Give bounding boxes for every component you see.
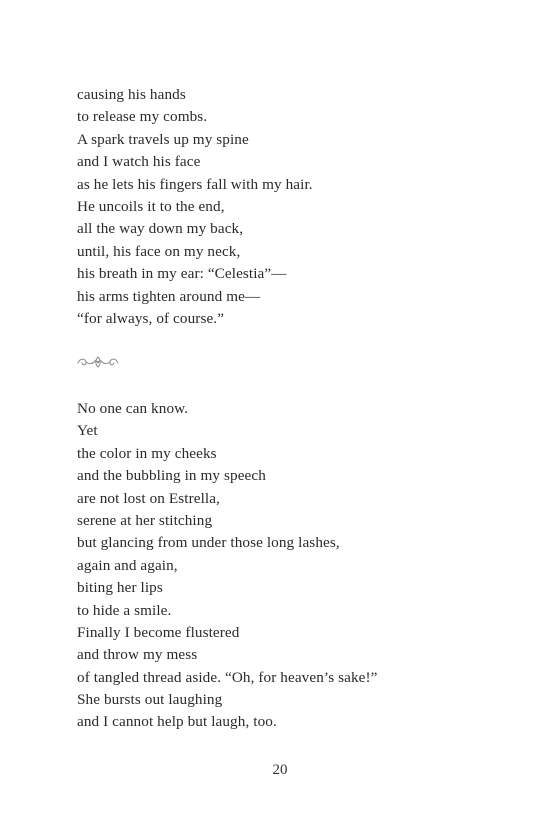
stanza-1 xyxy=(77,84,313,330)
poem-line: No one can know. xyxy=(77,400,189,417)
poem-line: again and again, xyxy=(77,556,178,574)
page-number: 20 xyxy=(272,762,288,778)
poem-line: but glancing from under those long lashes, xyxy=(77,534,340,552)
poem-line: until, his face on my neck, xyxy=(77,242,241,260)
poem-line: She bursts out laughing xyxy=(77,691,223,709)
poem-line: Yet xyxy=(77,422,98,440)
poem-line: and I cannot help but laugh, too. xyxy=(77,713,277,731)
poem-line: biting her lips xyxy=(77,579,163,597)
poem-line: and the bubbling in my speech xyxy=(77,467,266,485)
fleuron-icon xyxy=(76,354,120,370)
poem-line: his arms tighten around me— xyxy=(77,287,261,305)
poem-line: his breath in my ear: “Celestia”— xyxy=(77,265,287,283)
poem-line: of tangled thread aside. “Oh, for heaven’s sake!” xyxy=(77,668,378,686)
poem-line: causing his hands xyxy=(77,86,186,103)
poem-line: and I watch his face xyxy=(77,153,201,171)
poem-line: all the way down my back, xyxy=(77,220,244,238)
poem-line: “for always, of course.” xyxy=(77,309,225,327)
poem-line: the color in my cheeks xyxy=(77,444,217,462)
poem-line: Finally I become flustered xyxy=(77,623,240,641)
poem-line: are not lost on Estrella, xyxy=(77,489,220,507)
stanza-2 xyxy=(77,398,378,734)
poem-line: A spark travels up my spine xyxy=(77,130,249,148)
poem-line: to release my combs. xyxy=(77,108,208,126)
poem-line: serene at her stitching xyxy=(77,511,213,529)
poem-line: He uncoils it to the end, xyxy=(77,197,225,215)
poem-line: and throw my mess xyxy=(77,646,198,664)
poem-line: to hide a smile. xyxy=(77,601,172,619)
poem-line: as he lets his fingers fall with my hair. xyxy=(77,175,313,193)
